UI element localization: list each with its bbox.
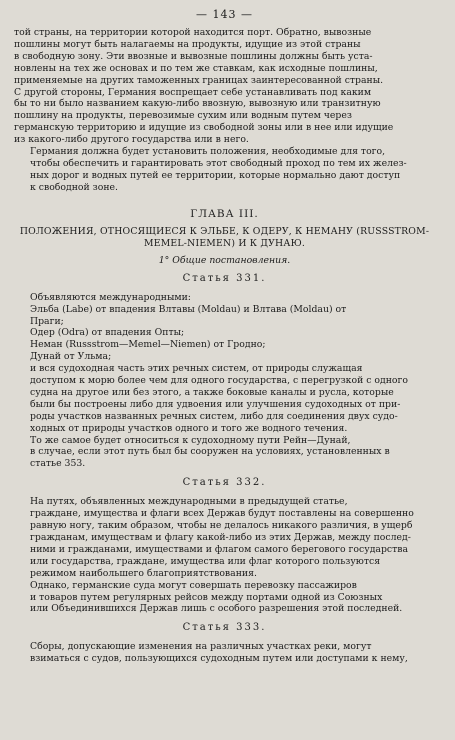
article-333-paragraph — [14, 641, 435, 665]
text-line: применяемые на других таможенных границах заинтересованной страны. — [14, 74, 384, 86]
article-331-paragraph-2 — [14, 435, 435, 471]
text-line: ходных от природы участков одного и того же водного течения. — [30, 422, 348, 434]
text-line: пошлины могут быть налагаемы на продукты, идущие из этой страны — [14, 38, 361, 50]
text-line: Одер (Odra) от впадения Опты; — [30, 327, 185, 339]
text-line: Германия должна будет установить положения, необходимые для того, — [30, 146, 386, 158]
text-line: ных дорог и водных путей ее территории, которые нормально дают доступ — [30, 169, 401, 181]
chapter-subtitle — [14, 226, 435, 250]
intro-paragraph — [14, 27, 435, 146]
text-line: судна на другое или без этого, а также боковые каналы и русла, которые — [30, 386, 394, 398]
text-line: чтобы обеспечить и гарантировать этот свободный проход по тем их желез- — [30, 157, 407, 169]
text-line: Сборы, допускающие изменения на различных участках реки, могут — [30, 641, 372, 653]
text-line: Однако, германские суда могут совершать перевозку пассажиров — [30, 579, 357, 591]
text-line: той страны, на территории которой находится порт. Обратно, вывозные — [14, 27, 372, 38]
text-line: и вся судоходная часть этих речных систем, от природы служащая — [30, 363, 363, 375]
subtitle-line: MEMEL-NIEMEN) И К ДУНАЮ. — [143, 237, 306, 249]
text-line: Неман (Russstrom—Memel—Niemen) от Гродно; — [30, 339, 266, 351]
text-line: в случае, если этот путь был бы сооружен на условиях, установленных в — [30, 446, 390, 458]
text-line: были бы построены либо для удвоения или улучшения судоходных от при- — [30, 398, 401, 410]
article-332-paragraph-2 — [14, 580, 435, 616]
text-line: или государства, граждане, имущества или флаг которого пользуются — [30, 555, 381, 567]
text-line: С другой стороны, Германия воспрещает себе устанавливать под каким — [14, 86, 372, 98]
subtitle-line: ПОЛОЖЕНИЯ, ОТНОСЯЩИЕСЯ К ЭЛЬБЕ, К ОДЕРУ, К НЕМАНУ (RUSSSTROM- — [19, 225, 430, 237]
article-332-title: Статья 332. — [182, 477, 267, 489]
text-line: к свободной зоне. — [30, 181, 118, 193]
text-line: режимом наибольшего благоприятствования. — [30, 567, 257, 579]
article-331-title: Статья 331. — [182, 272, 267, 284]
text-line: германскую территорию и идущие из свободной зоны или в нее или идущие — [14, 122, 394, 134]
subsection-title: 1° Общие постановления. — [158, 254, 291, 266]
text-line: в свободную зону. Эти ввозные и вывозные пошлины должны быть уста- — [14, 50, 373, 62]
page-number: — 143 — — [196, 8, 253, 21]
text-line: гражданам, имуществам и флагу какой-либо из этих Держав, между послед- — [30, 532, 411, 543]
text-line: взиматься с судов, пользующихся судоходным путем или доступами к нему, — [30, 653, 408, 665]
text-line: Праги; — [30, 315, 64, 327]
text-line: граждане, имущества и флаги всех Держав будут поставлены на совершенно — [30, 508, 414, 520]
text-line: доступом к морю более чем для одного государства, с перегрузкой с одного — [30, 375, 408, 387]
germany-paragraph — [14, 146, 435, 194]
article-332-paragraph — [14, 496, 435, 579]
article-331-paragraph — [14, 363, 435, 434]
chapter-title: ГЛАВА III. — [190, 207, 259, 220]
text-line: равную ногу, таким образом, чтобы не делалось никакого различия, в ущерб — [30, 520, 413, 532]
text-line: статье 353. — [30, 458, 86, 470]
text-line: новлены на тех же основах и по тем же ставкам, как исходные пошлины, — [14, 62, 378, 74]
text-line: Эльба (Labe) от впадения Влтавы (Moldau) и Влтава (Moldau) от — [30, 303, 347, 315]
text-line: Дунай от Ульма; — [30, 351, 112, 363]
text-line: и товаров путем регулярных рейсов между портами одной из Союзных — [30, 591, 383, 603]
text-line: ними и гражданами, имуществами и флагом самого берегового государства — [30, 543, 409, 555]
text-line: То же самое будет относиться к судоходному пути Рейн—Дунай, — [30, 434, 351, 446]
article-333-title: Статья 333. — [182, 622, 267, 634]
text-line: Объявляются международными: — [30, 291, 191, 303]
text-line: пошлину на продукты, перевозимые сухим или водным путем через — [14, 110, 352, 122]
text-line: роды участков названных речных систем, либо для соединения двух судо- — [30, 410, 398, 422]
text-line: или Объединившихся Держав лишь с особого разрешения этой последней. — [30, 603, 403, 615]
text-line: На путях, объявленных международными в предыдущей статье, — [30, 496, 348, 508]
text-line: бы то ни было названием какую-либо ввозную, вывозную или транзитную — [14, 98, 381, 110]
text-line: из какого-либо другого государства или в него. — [14, 134, 249, 146]
article-331-list — [14, 292, 435, 363]
